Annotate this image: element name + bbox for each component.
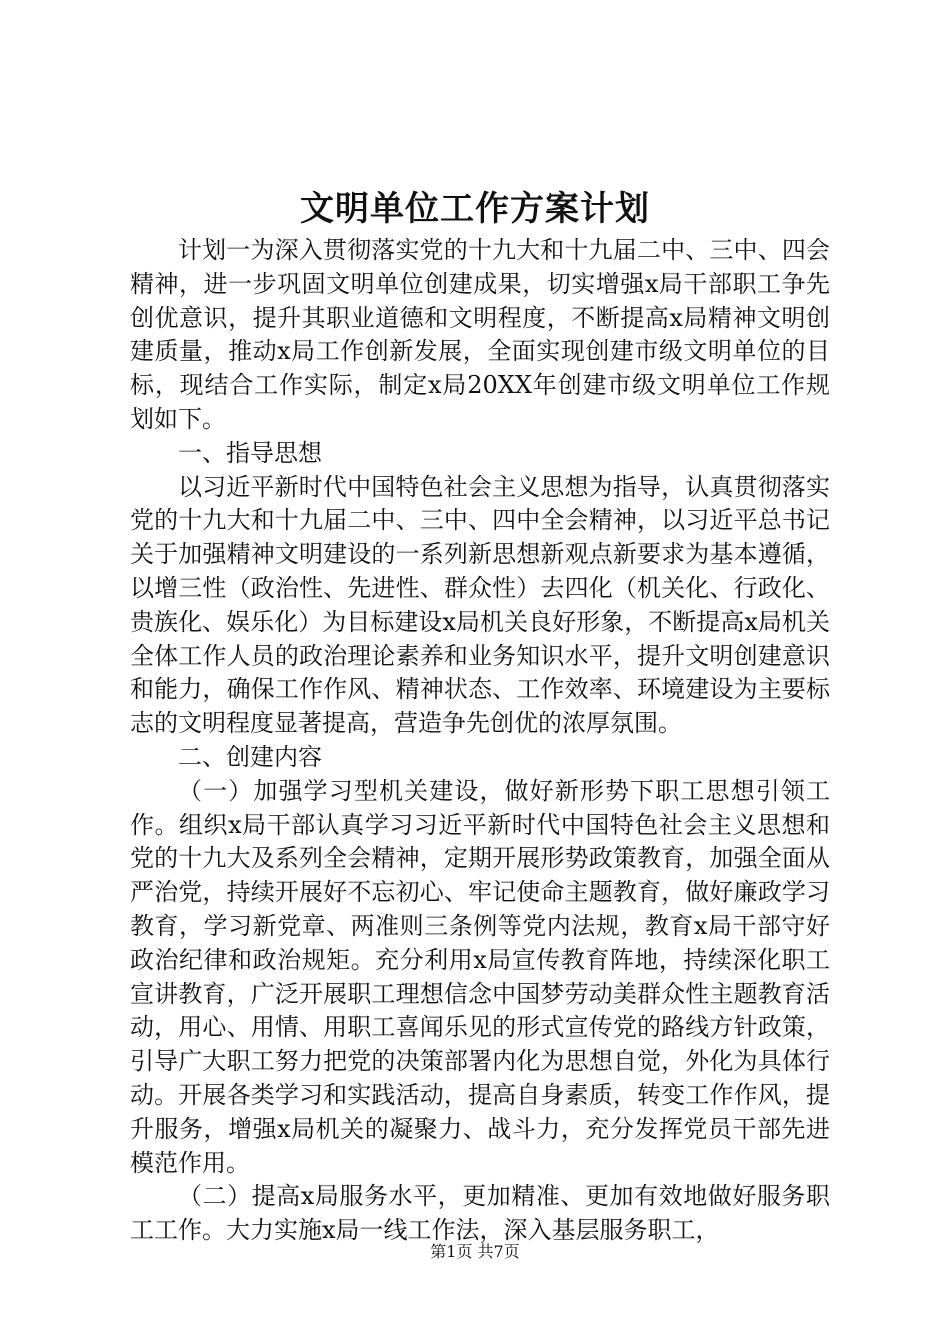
document-title: 文明单位工作方案计划 — [300, 189, 650, 229]
page-number-footer: 第1页 共7页 — [430, 1242, 520, 1261]
section-heading-guiding-ideology: 一、指导思想 — [178, 438, 322, 467]
guiding-ideology-paragraph: 以习近平新时代中国特色社会主义思想为指导，认真贯彻落实党的十九大和十九届二中、三中、四中全会精神，以习近平总书记关于加强精神文明建设的一系列新思想新观点新要求为基本遵循，以增三性（政治性、先进性、群众性）去四化（机关化、行政化、贵族化、娱乐化）为目标建设x局机关良好形象，不断提高x局机关全体工作人员的政治理论素养和业务知识水平，提升文明创建意识和能力，确保工作作风、精神状态、工作效率、环境建设为主要标志的文明程度显著提高，营造争先创优的浓厚氛围。 — [130, 472, 830, 738]
intro-paragraph: 计划一为深入贯彻落实党的十九大和十九届二中、三中、四会精神，进一步巩固文明单位创建成果，切实增强x局干部职工争先创优意识，提升其职业道德和文明程度，不断提高x局精神文明创建质量，推动x局工作创新发展，全面实现创建市级文明单位的目标，现结合工作实际，制定x局20XX年创建市级文明单位工作规划如下。 — [130, 236, 830, 433]
content-item-1-paragraph: （一）加强学习型机关建设，做好新形势下职工思想引领工作。组织x局干部认真学习习近平新时代中国特色社会主义思想和党的十九大及系列全会精神，定期开展形势政策教育，加强全面从严治党，持续开展好不忘初心、牢记使命主题教育，做好廉政学习教育，学习新党章、两准则三条例等党内法规，教育x局干部守好政治纪律和政治规矩。充分利用x局宣传教育阵地，持续深化职工宣讲教育，广泛开展职工理想信念中国梦劳动美群众性主题教育活动，用心、用情、用职工喜闻乐见的形式宣传党的路线方针政策，引导广大职工努力把党的决策部署内化为思想自觉，外化为具体行动。开展各类学习和实践活动，提高自身素质，转变工作作风，提升服务，增强x局机关的凝聚力、战斗力，充分发挥党员干部先进模范作用。 — [130, 776, 830, 1177]
section-heading-creation-content: 二、创建内容 — [178, 742, 322, 771]
content-item-2-paragraph: （二）提高x局服务水平，更加精准、更加有效地做好服务职工工作。大力实施x局一线工作法，深入基层服务职工， — [130, 1182, 830, 1245]
document-body — [130, 234, 830, 1248]
